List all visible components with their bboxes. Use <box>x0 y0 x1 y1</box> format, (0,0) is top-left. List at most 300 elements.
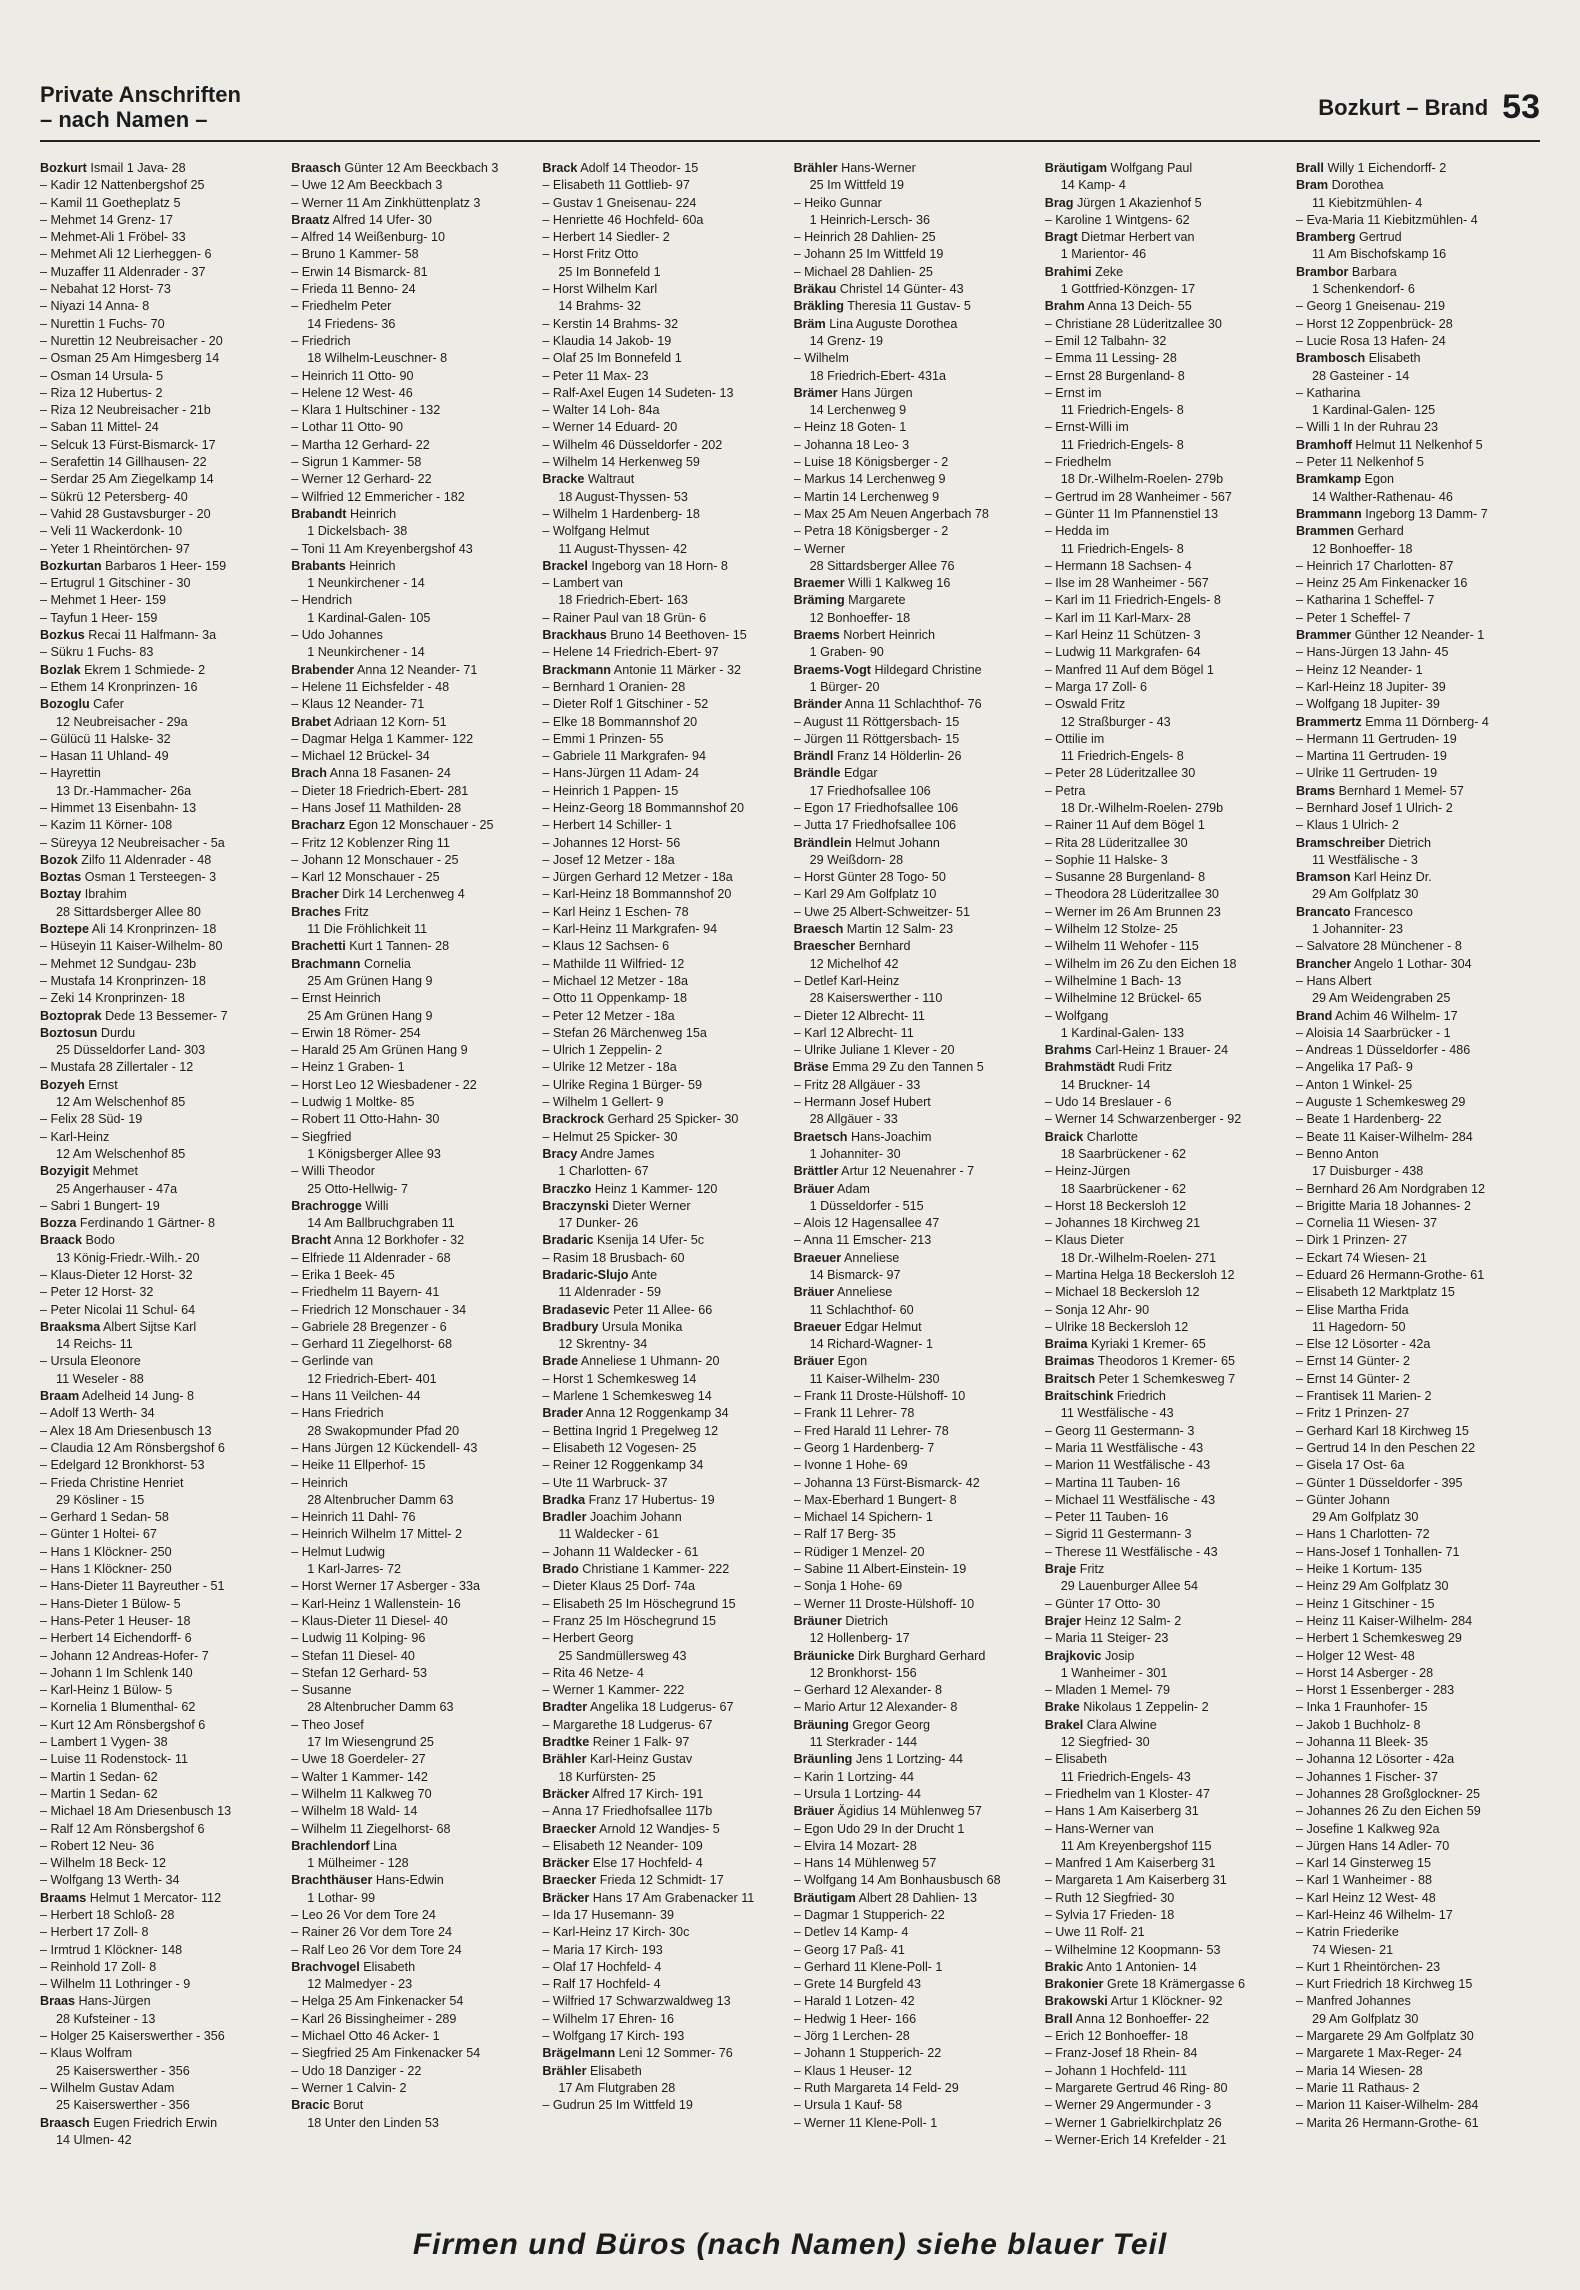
entry-text: – Karl 26 Bissingheimer - 289 <box>291 2011 457 2026</box>
entry-text: – Stefan 11 Diesel- 40 <box>291 1648 415 1663</box>
entry-text: Lina Auguste Dorothea <box>829 316 958 331</box>
entry-text: – Helene 11 Eichsfelder - 48 <box>291 679 450 694</box>
listing-entry <box>542 1665 786 1682</box>
listing-entry <box>40 333 284 350</box>
surname: Boztoprak <box>40 1008 102 1023</box>
surname: Braczynski <box>542 1198 609 1213</box>
entry-text: – Wolfgang 18 Jupiter- 39 <box>1295 697 1440 712</box>
listing-entry <box>794 1769 1038 1786</box>
entry-text: – Johanna 18 Leo- 3 <box>793 437 910 452</box>
entry-text: 12 Michelhof 42 <box>809 956 899 971</box>
entry-text: – Riza 12 Hubertus- 2 <box>40 385 163 400</box>
entry-text: Willi <box>365 1198 389 1213</box>
surname: Brajer <box>1044 1613 1082 1628</box>
entry-text: – Werner 29 Angermunder - 3 <box>1044 2098 1212 2113</box>
entry-text: – Serdar 25 Am Ziegelkamp 14 <box>40 472 214 487</box>
listing-entry <box>1296 1596 1540 1613</box>
listing-entry <box>1296 800 1540 817</box>
entry-text: – Friedhelm van 1 Kloster- 47 <box>1044 1786 1210 1801</box>
listing-entry <box>40 471 284 488</box>
listing-entry <box>794 402 1038 419</box>
entry-text: – Henriette 46 Hochfeld- 60a <box>542 212 704 227</box>
entry-text: – Serafettin 14 Gillhausen- 22 <box>40 455 207 470</box>
entry-text: – Heike 1 Kortum- 135 <box>1295 1562 1422 1577</box>
entry-text: – Kornelia 1 Blumenthal- 62 <box>40 1700 196 1715</box>
listing-entry <box>1296 264 1540 281</box>
entry-text: Bodo <box>85 1233 115 1248</box>
entry-text: Adam <box>836 1181 870 1196</box>
entry-text: – Horst 1 Essenberger - 283 <box>1295 1683 1455 1698</box>
entry-text: – Jörg 1 Lerchen- 28 <box>793 2029 910 2044</box>
entry-text: 1 Charlotten- 67 <box>558 1164 649 1179</box>
entry-text: – Luise 18 Königsberger - 2 <box>793 455 949 470</box>
entry-text: Christiane 1 Kammer- 222 <box>582 1562 730 1577</box>
listing-entry <box>291 610 535 627</box>
listing-entry <box>542 471 786 488</box>
entry-text: – Stefan 12 Gerhard- 53 <box>291 1665 428 1680</box>
listing-entry <box>542 1492 786 1509</box>
entry-text: – Markus 14 Lerchenweg 9 <box>793 472 946 487</box>
listing-entry <box>291 1059 535 1076</box>
surname: Bränder <box>793 697 842 712</box>
listing-entry <box>291 1630 535 1647</box>
listing-entry <box>1296 973 1540 990</box>
listing-entry <box>1045 869 1289 886</box>
listing-entry <box>794 696 1038 713</box>
listing-entry <box>542 281 786 298</box>
surname: Bräunling <box>793 1752 853 1767</box>
entry-text: Anneliese <box>843 1250 900 1265</box>
entry-text: 11 Friedrich-Engels- 43 <box>1060 1769 1191 1784</box>
listing-entry <box>1296 229 1540 246</box>
listing-entry <box>1296 1492 1540 1509</box>
entry-text: 12 Hollenberg- 17 <box>809 1631 910 1646</box>
listing-entry <box>794 765 1038 782</box>
listing-entry <box>1045 575 1289 592</box>
listing-entry <box>1045 1872 1289 1889</box>
surname: Brand <box>1295 1008 1333 1023</box>
entry-text: 18 Friedrich-Ebert- 163 <box>558 593 688 608</box>
entry-text: – Hans-Peter 1 Heuser- 18 <box>40 1613 191 1628</box>
listing-entry <box>1296 1526 1540 1543</box>
listing-entry <box>40 368 284 385</box>
entry-text: – Mladen 1 Memel- 79 <box>1044 1683 1171 1698</box>
listing-entry <box>1045 1509 1289 1526</box>
entry-text: Josip <box>1104 1648 1135 1663</box>
entry-text: – Johannes 1 Fischer- 37 <box>1295 1769 1439 1784</box>
entry-text: – Kurt 12 Am Rönsbergshof 6 <box>40 1717 206 1732</box>
listing-entry <box>794 1561 1038 1578</box>
listing-entry <box>542 350 786 367</box>
entry-text: – Hendrich <box>291 593 353 608</box>
listing-entry <box>542 1993 786 2010</box>
entry-text: Ernst <box>88 1077 118 1092</box>
entry-text: – Karl 29 Am Golfplatz 10 <box>793 887 937 902</box>
entry-text: 11 Am Bischofskamp 16 <box>1311 247 1447 262</box>
listing-entry <box>291 558 535 575</box>
entry-text: Hans 17 Am Grabenacker 11 <box>592 1890 755 1905</box>
listing-entry <box>1045 1855 1289 1872</box>
listing-entry <box>291 1665 535 1682</box>
listing-column <box>794 160 1038 2220</box>
listing-entry <box>542 489 786 506</box>
entry-text: Emma 29 Zu den Tannen 5 <box>832 1060 984 1075</box>
listing-entry <box>794 558 1038 575</box>
entry-text: Anna 12 Bonhoeffer- 22 <box>1075 2011 1210 2026</box>
listing-entry <box>40 1855 284 1872</box>
entry-text: 11 Friedrich-Engels- 8 <box>1060 541 1184 556</box>
listing-entry <box>1045 1215 1289 1232</box>
listing-entry <box>1045 1267 1289 1284</box>
listing-entry <box>40 1665 284 1682</box>
entry-text: – Wilhelm 11 Wehofer - 115 <box>1044 939 1199 954</box>
surname: Brammen <box>1295 524 1355 539</box>
entry-text: Ante <box>631 1268 658 1282</box>
surname: Braitsch <box>1044 1371 1096 1386</box>
surname: Brabants <box>291 558 346 573</box>
listing-entry <box>542 904 786 921</box>
entry-text: – Horst Leo 12 Wiesbadener - 22 <box>291 1077 477 1092</box>
listing-entry <box>40 350 284 367</box>
entry-text: – Karl 12 Monschauer - 25 <box>291 870 440 885</box>
entry-text: – Sylvia 17 Frieden- 18 <box>1044 1907 1175 1922</box>
entry-text: – Benno Anton <box>1295 1146 1379 1161</box>
entry-text: 1 Karl-Jarres- 72 <box>307 1562 401 1577</box>
listing-entry <box>291 229 535 246</box>
listing-entry <box>542 1181 786 1198</box>
entry-text: – Hans-Dieter 1 Bülow- 5 <box>40 1596 181 1611</box>
listing-entry <box>1296 1371 1540 1388</box>
listing-entry <box>291 644 535 661</box>
entry-text: – Michael 28 Dahlien- 25 <box>793 264 933 279</box>
surname: Brakel <box>1044 1717 1084 1732</box>
surname: Brack <box>542 161 578 175</box>
listing-entry <box>291 1492 535 1509</box>
listing-entry <box>1296 419 1540 436</box>
entry-text: – Reinhold 17 Zoll- 8 <box>40 1959 157 1974</box>
entry-text: – Heinz 11 Kaiser-Wilhelm- 284 <box>1295 1613 1473 1628</box>
listing-entry <box>1296 1405 1540 1422</box>
listing-entry <box>1296 1544 1540 1561</box>
listing-entry <box>794 800 1038 817</box>
entry-text: – Wilfried 17 Schwarzwaldweg 13 <box>542 1994 731 2009</box>
listing-entry <box>1296 1215 1540 1232</box>
entry-text: Dieter Werner <box>612 1198 691 1213</box>
listing-entry <box>542 1475 786 1492</box>
listing-entry <box>1296 558 1540 575</box>
listing-entry <box>1045 1630 1289 1647</box>
surname: Braasch <box>40 2115 90 2130</box>
entry-text: – Wilhelm 18 Beck- 12 <box>40 1856 166 1871</box>
entry-text: – Ludwig 1 Moltke- 85 <box>291 1095 415 1110</box>
listing-entry <box>40 454 284 471</box>
entry-text: 14 Lerchenweg 9 <box>809 403 907 418</box>
entry-text: – Zeki 14 Kronprinzen- 18 <box>40 991 185 1006</box>
listing-entry <box>1045 990 1289 1007</box>
entry-text: – Klaus 12 Sachsen- 6 <box>542 939 670 954</box>
entry-text: – Sabine 11 Albert-Einstein- 19 <box>793 1562 967 1577</box>
listing-entry <box>794 1665 1038 1682</box>
listing-entry <box>291 1440 535 1457</box>
entry-text: Francesco <box>1354 904 1413 919</box>
entry-text: – Maria 14 Wiesen- 28 <box>1295 2063 1423 2078</box>
listing-entry <box>40 575 284 592</box>
entry-text: Adelheid 14 Jung- 8 <box>82 1389 195 1404</box>
listing-entry <box>542 1976 786 1993</box>
listing-entry <box>291 523 535 540</box>
listing-entry <box>40 281 284 298</box>
entry-text: – Lambert 1 Vygen- 38 <box>40 1735 168 1750</box>
entry-text: – Heinz 25 Am Finkenacker 16 <box>1295 576 1468 591</box>
listing-entry <box>794 1042 1038 1059</box>
listing-entry <box>40 1578 284 1595</box>
entry-text: 18 Dr.-Wilhelm-Roelen- 279b <box>1060 800 1224 815</box>
listing-entry <box>542 921 786 938</box>
entry-text: – Wilhelm 11 Kalkweg 70 <box>291 1786 432 1801</box>
surname: Bozlak <box>40 662 81 677</box>
entry-text: Achim 46 Wilhelm- 17 <box>1335 1008 1458 1023</box>
surname: Bräuer <box>793 1804 835 1819</box>
listing-entry <box>542 160 786 177</box>
listing-entry <box>40 1734 284 1751</box>
entry-text: – Wilhelm 17 Ehren- 16 <box>542 2011 674 2026</box>
listing-entry <box>40 938 284 955</box>
listing-entry <box>291 662 535 679</box>
listing-entry <box>1296 696 1540 713</box>
listing-entry <box>794 1129 1038 1146</box>
entry-text: 13 König-Friedr.-Wilh.- 20 <box>56 1250 200 1265</box>
entry-text: 11 Kaiser-Wilhelm- 230 <box>809 1371 940 1386</box>
entry-text: Osman 1 Tersteegen- 3 <box>84 870 217 885</box>
listing-entry <box>542 1319 786 1336</box>
entry-text: – August 11 Röttgersbach- 15 <box>793 714 960 729</box>
listing-entry <box>40 1077 284 1094</box>
listing-entry <box>40 1630 284 1647</box>
listing-entry <box>1296 1232 1540 1249</box>
listing-entry <box>1045 1578 1289 1595</box>
listing-entry <box>40 1059 284 1076</box>
entry-text: – Oswald Fritz <box>1044 697 1126 712</box>
section-title-line2: – nach Namen – <box>40 107 208 132</box>
entry-text: – Katharina <box>1295 385 1361 400</box>
listing-entry <box>1296 471 1540 488</box>
surname: Brachetti <box>291 939 346 954</box>
listing-entry <box>542 333 786 350</box>
listing-entry <box>1296 2097 1540 2114</box>
listing-entry <box>1045 1336 1289 1353</box>
entry-text: 18 Friedrich-Ebert- 431a <box>809 368 947 383</box>
entry-text: – Uwe 18 Goerdeler- 27 <box>291 1752 426 1767</box>
listing-entry <box>542 1353 786 1370</box>
entry-text: Egon <box>1364 472 1394 487</box>
entry-text: – Frank 11 Droste-Hülshoff- 10 <box>793 1389 966 1404</box>
entry-text: – Siegfried 25 Am Finkenacker 54 <box>291 2046 481 2061</box>
entry-text: – Frieda Christine Henriet <box>40 1475 184 1490</box>
entry-text: – Willi 1 In der Ruhrau 23 <box>1295 420 1439 435</box>
entry-text: Heinz 12 Salm- 2 <box>1084 1613 1182 1628</box>
listing-entry <box>291 1907 535 1924</box>
entry-text: – Hans-Jürgen 11 Adam- 24 <box>542 766 699 781</box>
listing-entry <box>1296 990 1540 1007</box>
entry-text: – Elisabeth <box>1044 1752 1108 1767</box>
entry-text: Grete 18 Krämergasse 6 <box>1107 1977 1245 1992</box>
entry-text: – Ruth Margareta 14 Feld- 29 <box>793 2080 959 2095</box>
surname: Brähler <box>542 1752 587 1767</box>
entry-text: Franz 14 Hölderlin- 26 <box>836 749 962 764</box>
entry-text: – Wilhelm 14 Herkenweg 59 <box>542 455 700 470</box>
listing-entry <box>291 2097 535 2114</box>
entry-text: 12 Skrentny- 34 <box>558 1337 648 1352</box>
entry-text: – Grete 14 Burgfeld 43 <box>793 1977 921 1992</box>
listing-entry <box>1296 627 1540 644</box>
listing-entry <box>1296 1769 1540 1786</box>
entry-text: 17 Dunker- 26 <box>558 1216 639 1231</box>
listing-entry <box>291 1284 535 1301</box>
entry-text: – Gerhard 11 Klene-Poll- 1 <box>793 1959 943 1974</box>
listing-entry <box>794 1924 1038 1941</box>
entry-text: Ingeborg van 18 Horn- 8 <box>591 558 728 573</box>
listing-entry <box>794 1181 1038 1198</box>
entry-text: 28 Altenbrucher Damm 63 <box>307 1700 454 1715</box>
listing-entry <box>40 886 284 903</box>
entry-text: – Nebahat 12 Horst- 73 <box>40 282 171 297</box>
listing-entry <box>542 2080 786 2097</box>
listing-entry <box>40 1872 284 1889</box>
listing-entry <box>1045 298 1289 315</box>
entry-text: 11 Friedrich-Engels- 8 <box>1060 749 1184 764</box>
entry-text: Cornelia <box>363 956 411 971</box>
entry-text: Egon 12 Monschauer - 25 <box>348 818 494 833</box>
surname: Brabet <box>291 714 332 729</box>
entry-text: Gerhard <box>1357 524 1404 539</box>
listing-entry <box>40 1769 284 1786</box>
listing-entry <box>542 1198 786 1215</box>
surname: Brams <box>1295 783 1336 798</box>
entry-text: – Susanne <box>291 1683 352 1698</box>
listing-entry <box>794 1699 1038 1716</box>
listing-entry <box>291 489 535 506</box>
surname: Braima <box>1044 1337 1088 1352</box>
entry-text: – Christiane 28 Lüderitzallee 30 <box>1044 316 1222 331</box>
listing-entry <box>794 1457 1038 1474</box>
listing-entry <box>291 1544 535 1561</box>
listing-entry <box>542 1025 786 1042</box>
entry-text: 14 Bruckner- 14 <box>1060 1077 1151 1092</box>
listing-entry <box>542 1267 786 1284</box>
entry-text: – Fritz 12 Koblenzer Ring 11 <box>291 835 450 850</box>
entry-text: Reiner 1 Falk- 97 <box>592 1735 690 1750</box>
entry-text: 29 Lauenburger Allee 54 <box>1060 1579 1198 1594</box>
entry-text: – Werner 1 Gabrielkirchplatz 26 <box>1044 2115 1222 2130</box>
surname: Brancher <box>1295 956 1352 971</box>
listing-entry <box>1296 731 1540 748</box>
listing-entry <box>794 2011 1038 2028</box>
listing-entry <box>291 1717 535 1734</box>
listing-entry <box>542 1405 786 1422</box>
entry-text: – Felix 28 Süd- 19 <box>40 1112 143 1127</box>
listing-entry <box>542 575 786 592</box>
entry-text: – Bernhard Josef 1 Ulrich- 2 <box>1295 800 1453 815</box>
entry-text: 1 Heinrich-Lersch- 36 <box>809 212 930 227</box>
entry-text: 1 Mülheimer - 128 <box>307 1856 409 1871</box>
entry-text: – Helene 12 West- 46 <box>291 385 413 400</box>
entry-text: – Katharina 1 Scheffel- 7 <box>1295 593 1435 608</box>
entry-text: Joachim Johann <box>589 1510 682 1525</box>
listing-entry <box>40 437 284 454</box>
listing-entry <box>794 1336 1038 1353</box>
entry-text: Norbert Heinrich <box>843 628 935 643</box>
entry-text: – Fritz 28 Allgäuer - 33 <box>793 1077 921 1092</box>
entry-text: Mehmet <box>92 1164 138 1179</box>
entry-text: 1 Graben- 90 <box>809 645 884 660</box>
entry-text: Ferdinando 1 Gärtner- 8 <box>79 1216 215 1231</box>
entry-text: – Margareta 1 Am Kaiserberg 31 <box>1044 1873 1227 1888</box>
entry-text: Jens 1 Lortzing- 44 <box>855 1752 963 1767</box>
listing-entry <box>542 246 786 263</box>
entry-text: 12 Am Welschenhof 85 <box>56 1146 186 1161</box>
listing-entry <box>1296 1181 1540 1198</box>
listing-entry <box>291 1803 535 1820</box>
listing-entry <box>542 1059 786 1076</box>
entry-text: – Karl 1 Wanheimer - 88 <box>1295 1873 1432 1888</box>
entry-text: 11 Aldenrader - 59 <box>558 1285 662 1300</box>
listing-entry <box>542 1890 786 1907</box>
listing-entry <box>291 696 535 713</box>
entry-text: – Himmet 13 Eisenbahn- 13 <box>40 800 197 815</box>
listing-entry <box>1296 454 1540 471</box>
listing-entry <box>291 1198 535 1215</box>
entry-text: 25 Am Grünen Hang 9 <box>307 973 433 988</box>
surname: Bozok <box>40 852 78 867</box>
entry-text: – Udo 18 Danziger - 22 <box>291 2063 422 2078</box>
entry-text: – Gerhard 1 Sedan- 58 <box>40 1510 169 1525</box>
listing-entry <box>542 1734 786 1751</box>
entry-text: – Hermann 11 Gertruden- 19 <box>1295 731 1457 746</box>
listing-entry <box>542 1302 786 1319</box>
entry-text: Theodoros 1 Kremer- 65 <box>1097 1354 1235 1369</box>
entry-text: – Peter 28 Lüderitzallee 30 <box>1044 766 1196 781</box>
listing-entry <box>542 368 786 385</box>
entry-text: 29 Am Golfplatz 30 <box>1311 2011 1419 2026</box>
entry-text: – Egon 17 Friedhofsallee 106 <box>793 800 959 815</box>
listing-entry <box>1045 1475 1289 1492</box>
listing-entry <box>542 2011 786 2028</box>
listing-entry <box>542 592 786 609</box>
entry-text: – Rainer 11 Auf dem Bögel 1 <box>1044 818 1205 833</box>
listing-entry <box>40 1803 284 1820</box>
entry-text: – Johanna 11 Bleek- 35 <box>1295 1735 1429 1750</box>
listing-entry <box>794 316 1038 333</box>
entry-text: Gertrud <box>1358 230 1402 245</box>
listing-entry <box>794 921 1038 938</box>
entry-text: – Friedrich <box>291 333 351 348</box>
listing-entry <box>40 1111 284 1128</box>
listing-entry <box>542 662 786 679</box>
entry-text: 1 Kardinal-Galen- 133 <box>1060 1025 1184 1040</box>
listing-entry <box>291 1163 535 1180</box>
entry-text: Gerhard 25 Spicker- 30 <box>607 1112 739 1127</box>
listing-entry <box>1045 1924 1289 1941</box>
surname: Brambosch <box>1295 351 1366 366</box>
listing-entry <box>1296 368 1540 385</box>
entry-text: – Süreyya 12 Neubreisacher - 5a <box>40 835 225 850</box>
listing-entry <box>794 471 1038 488</box>
listing-entry <box>794 1682 1038 1699</box>
listing-entry <box>1296 1146 1540 1163</box>
listing-entry <box>1045 921 1289 938</box>
listing-entry <box>794 1163 1038 1180</box>
listing-entry <box>794 886 1038 903</box>
